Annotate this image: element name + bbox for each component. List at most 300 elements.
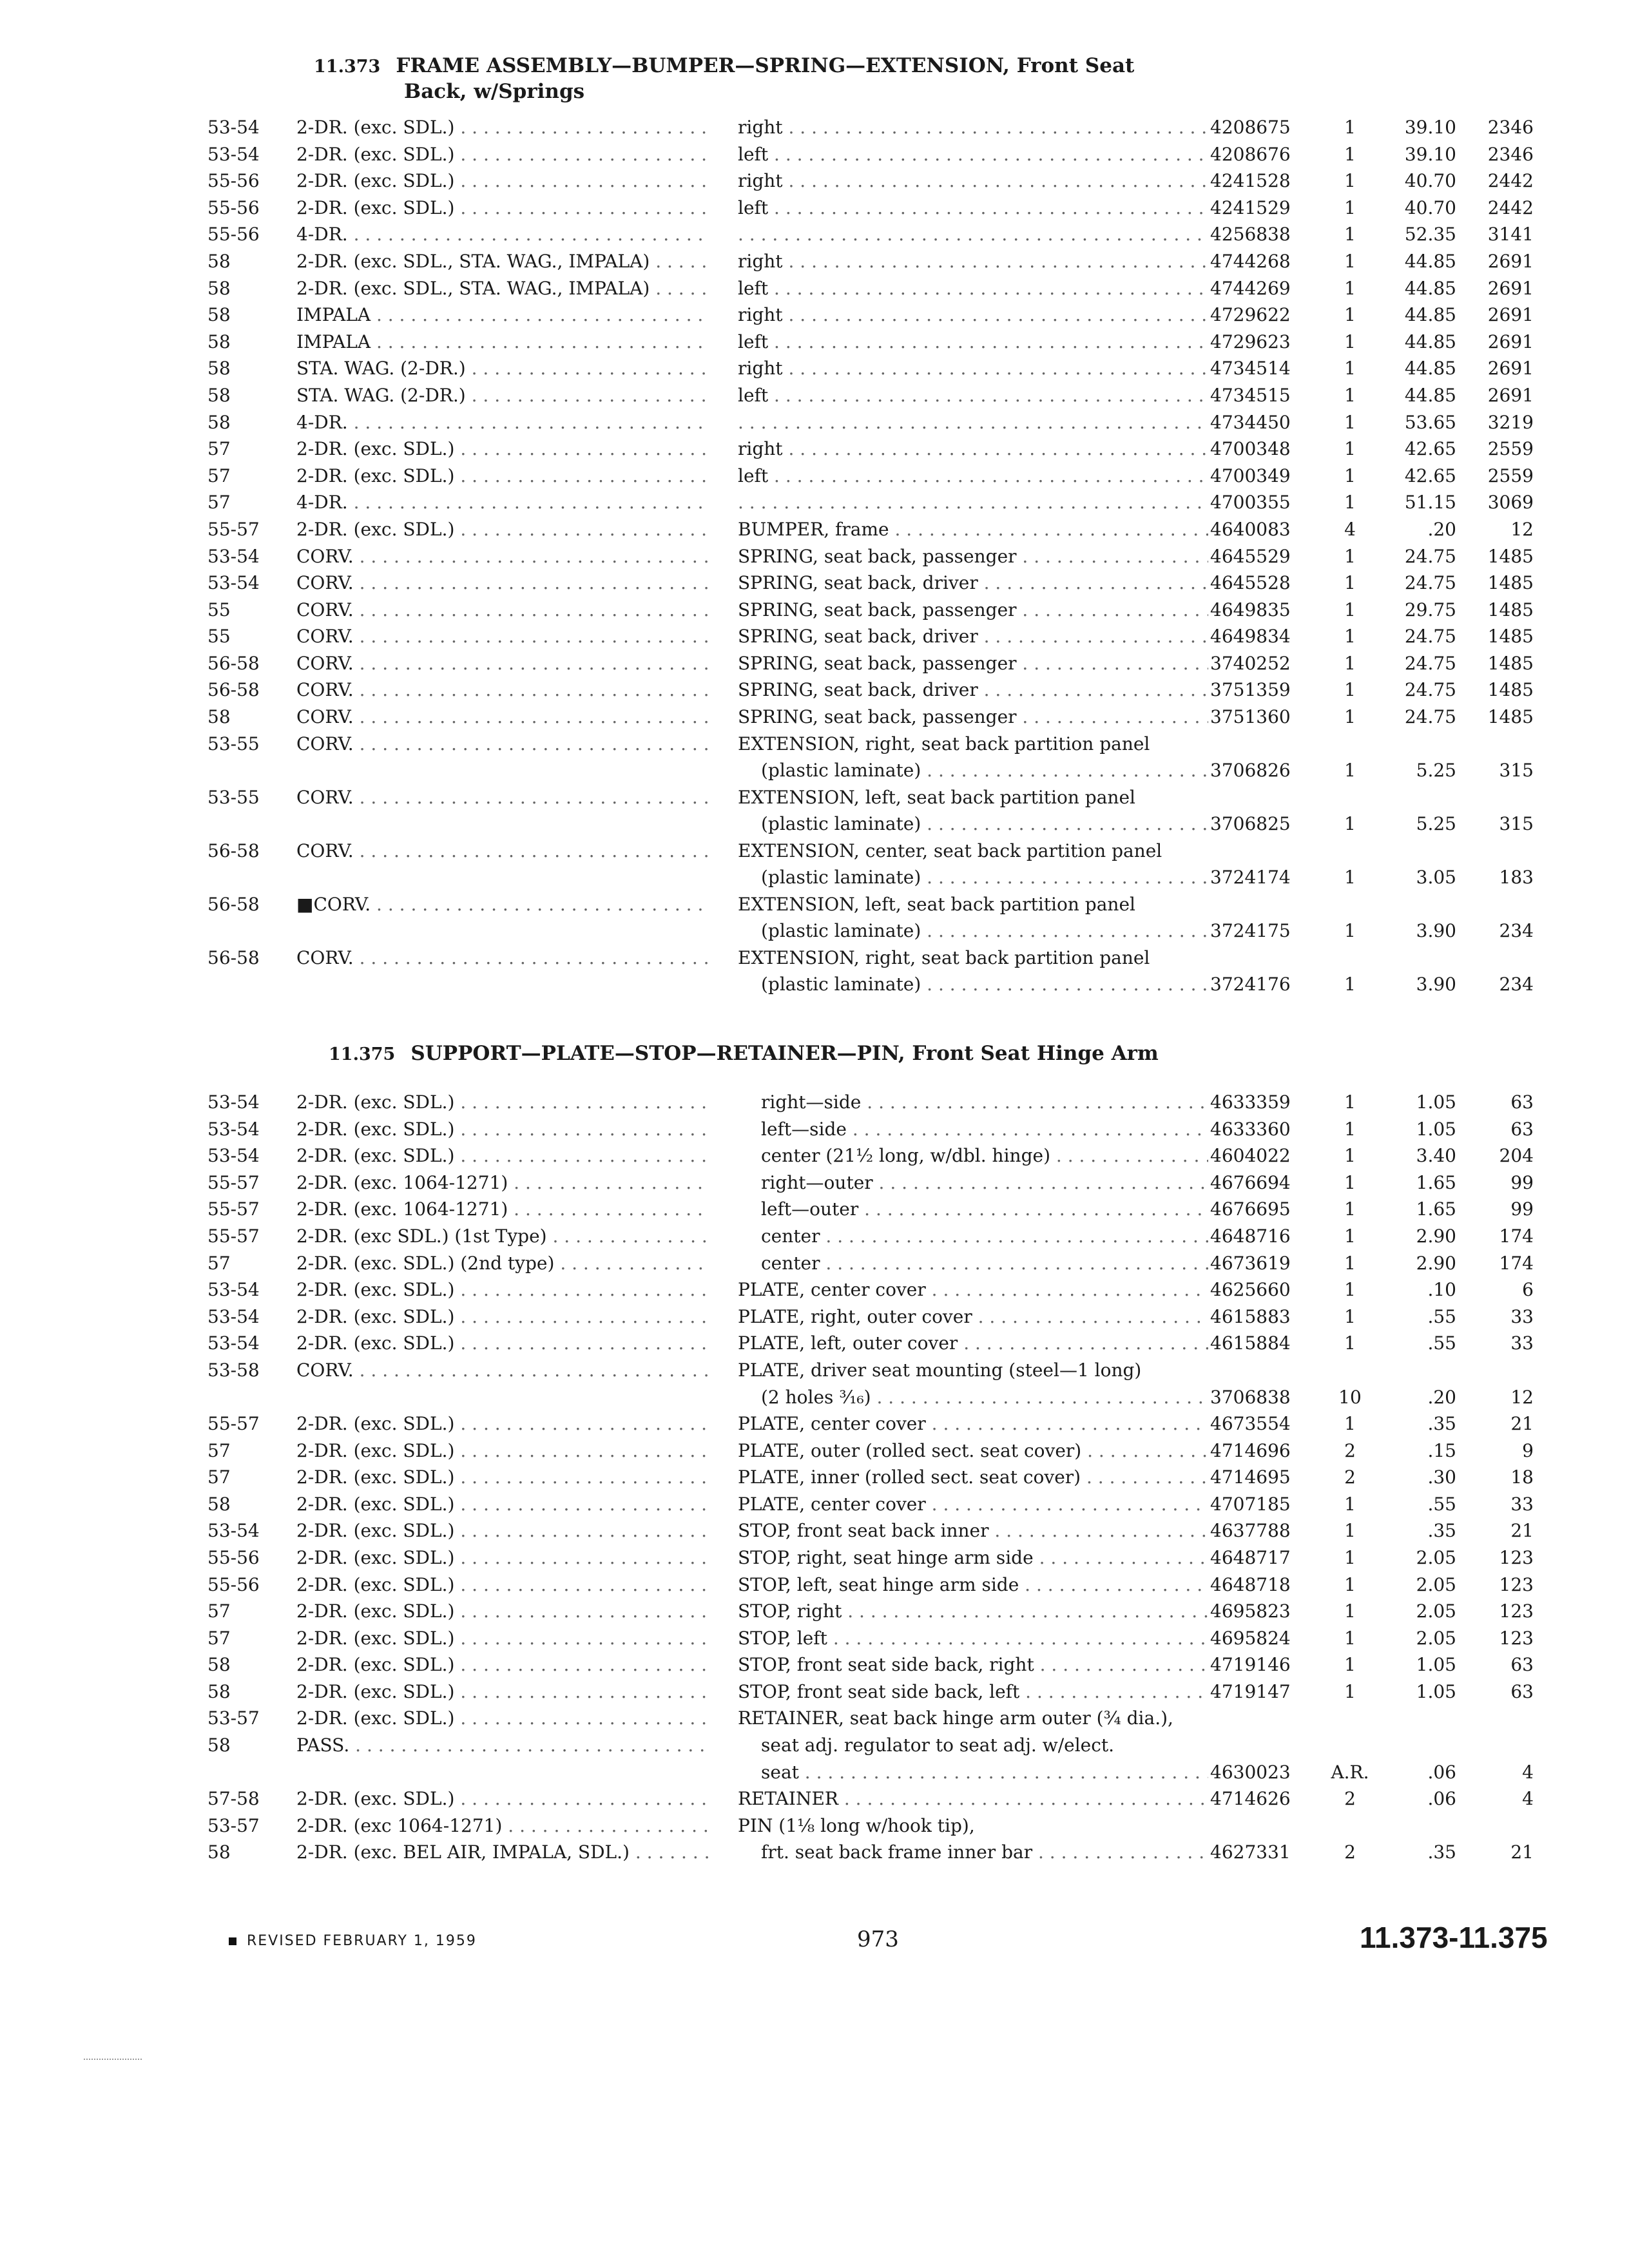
alt-price: 2442 — [1487, 197, 1534, 218]
description-line — [738, 489, 1208, 516]
quantity: 1 — [1344, 920, 1356, 942]
model-name: CORV. . . . — [296, 677, 709, 704]
model-year: 55-56 — [207, 170, 260, 192]
table-row — [0, 1142, 1629, 1169]
part-number: 4695823 — [1210, 1600, 1291, 1622]
table-row — [0, 355, 1629, 382]
table-row — [0, 1303, 1629, 1331]
table-row — [0, 195, 1629, 222]
model-name: STA. WAG. (2-DR.) . . . — [296, 382, 709, 409]
model-year: 55-56 — [207, 197, 260, 218]
section-number: 11.375 — [329, 1044, 396, 1064]
model-year: 55-57 — [207, 518, 260, 540]
part-description — [738, 409, 1208, 436]
parts-table-11-375 — [0, 1089, 1629, 1866]
quantity: 1 — [1344, 1654, 1356, 1676]
quantity: 1 — [1344, 652, 1356, 674]
quantity: 1 — [1344, 626, 1356, 648]
description-line: STOP, left, seat hinge arm side . . . — [738, 1571, 1208, 1599]
part-number: 4700355 — [1210, 492, 1291, 514]
part-description — [738, 1330, 1208, 1357]
description-line: PLATE, center cover . . . — [738, 1276, 1208, 1303]
alt-price: 1485 — [1487, 652, 1534, 674]
part-number: 3751360 — [1210, 706, 1291, 728]
description-line: center . . . — [738, 1223, 1208, 1250]
part-description — [738, 1571, 1208, 1599]
part-description — [738, 1544, 1208, 1571]
quantity: 1 — [1344, 117, 1356, 138]
table-row — [0, 382, 1629, 409]
list-price: 24.75 — [1404, 679, 1456, 701]
model-name: 2-DR. (exc. SDL.) . . . — [296, 1785, 709, 1812]
quantity: 1 — [1344, 143, 1356, 165]
description-line: right—outer . . . — [738, 1169, 1208, 1196]
description-line: STOP, front seat side back, left . . . — [738, 1678, 1208, 1706]
model-year: 58 — [207, 411, 231, 433]
table-row — [0, 784, 1629, 838]
part-description — [738, 570, 1208, 597]
table-row — [0, 945, 1629, 998]
alt-price: 99 — [1510, 1198, 1534, 1220]
part-number: 4208675 — [1210, 117, 1291, 138]
alt-price: 2346 — [1487, 117, 1534, 138]
table-row — [0, 221, 1629, 248]
part-number: 4719147 — [1210, 1680, 1291, 1702]
model-name: 2-DR. (exc. SDL.) . . . — [296, 1651, 709, 1678]
model-name: 2-DR. (exc. SDL.) . . . — [296, 1705, 709, 1732]
part-number: 4615883 — [1210, 1305, 1291, 1327]
quantity: 1 — [1344, 1332, 1356, 1354]
model-name: 4-DR. . . . — [296, 489, 709, 516]
table-row — [0, 1544, 1629, 1571]
model-year: 53-54 — [207, 1279, 260, 1301]
table-row — [0, 1705, 1629, 1732]
part-number: 4676694 — [1210, 1171, 1291, 1193]
description-line: right . . . — [738, 302, 1208, 329]
table-row — [0, 731, 1629, 784]
alt-price: 174 — [1499, 1225, 1534, 1247]
table-row — [0, 302, 1629, 329]
model-year: 57 — [207, 1439, 231, 1461]
table-row — [0, 489, 1629, 516]
part-description — [738, 1089, 1208, 1116]
revision-text: REVISED FEBRUARY 1, 1959 — [247, 1933, 477, 1949]
alt-price: 21 — [1510, 1412, 1534, 1434]
model-year: 58 — [207, 331, 231, 352]
quantity: 1 — [1344, 1225, 1356, 1247]
part-description — [738, 704, 1208, 731]
model-year: 57 — [207, 1600, 231, 1622]
part-description — [738, 597, 1208, 624]
description-continuation: (plastic laminate) . . . — [738, 811, 1208, 838]
alt-price: 123 — [1499, 1627, 1534, 1649]
part-description — [738, 731, 1208, 784]
quantity: 1 — [1344, 599, 1356, 620]
part-number: 4729622 — [1210, 304, 1291, 326]
part-description — [738, 1250, 1208, 1277]
description-line: PLATE, driver seat mounting (steel—1 long) — [738, 1359, 1142, 1381]
part-number: 4648718 — [1210, 1573, 1291, 1595]
alt-price: 4 — [1522, 1761, 1534, 1783]
alt-price: 12 — [1510, 1386, 1534, 1408]
description-line: right . . . — [738, 436, 1208, 463]
model-year: 53-54 — [207, 1520, 260, 1542]
model-year: 53-57 — [207, 1814, 260, 1836]
table-row — [0, 1169, 1629, 1196]
model-name: 2-DR. (exc. SDL.) . . . — [296, 516, 709, 543]
revision-note — [229, 1933, 477, 1949]
description-line: left . . . — [738, 463, 1208, 490]
part-number: 4695824 — [1210, 1627, 1291, 1649]
table-row — [0, 1276, 1629, 1303]
model-year: 53-54 — [207, 1145, 260, 1167]
part-description — [738, 1598, 1208, 1625]
part-description — [738, 329, 1208, 356]
description-line: STOP, left . . . — [738, 1625, 1208, 1652]
part-description — [738, 677, 1208, 704]
quantity: 1 — [1344, 197, 1356, 218]
description-line: SPRING, seat back, driver . . . — [738, 623, 1208, 650]
quantity: 1 — [1344, 1091, 1356, 1113]
model-name: 2-DR. (exc. SDL.) . . . — [296, 195, 709, 222]
model-year: 57 — [207, 465, 231, 486]
alt-price: 3141 — [1487, 224, 1534, 245]
model-name: CORV. . . . — [296, 784, 709, 811]
model-name: 2-DR. (exc. SDL.) . . . — [296, 1571, 709, 1599]
model-year: 57 — [207, 492, 231, 514]
quantity: 1 — [1344, 572, 1356, 594]
description-line: PLATE, center cover . . . — [738, 1491, 1208, 1518]
description-continuation: seat . . . — [738, 1759, 1208, 1786]
alt-price: 2691 — [1487, 250, 1534, 272]
description-line: SPRING, seat back, driver . . . — [738, 677, 1208, 704]
part-number: 3740252 — [1210, 652, 1291, 674]
description-line: EXTENSION, right, seat back partition panel — [738, 947, 1150, 968]
divider — [84, 2059, 142, 2060]
description-line: STOP, front seat back inner . . . — [738, 1517, 1208, 1544]
model-year: 58 — [207, 358, 231, 380]
model-name: IMPALA . . . — [296, 329, 709, 356]
quantity: 4 — [1344, 518, 1356, 540]
alt-price: 234 — [1499, 974, 1534, 995]
quantity: 1 — [1344, 492, 1356, 514]
table-row — [0, 543, 1629, 570]
model-name: CORV. . . . — [296, 731, 709, 758]
model-name: 2-DR. (exc. SDL.) . . . — [296, 1598, 709, 1625]
model-year: 55-57 — [207, 1171, 260, 1193]
table-row — [0, 1089, 1629, 1116]
model-name: CORV. . . . — [296, 570, 709, 597]
quantity: 1 — [1344, 1600, 1356, 1622]
table-row — [0, 1571, 1629, 1599]
alt-price: 21 — [1510, 1520, 1534, 1542]
table-row — [0, 1464, 1629, 1491]
model-name: 2-DR. (exc. SDL.) . . . — [296, 1544, 709, 1571]
model-name: 2-DR. (exc. SDL.) . . . — [296, 1303, 709, 1331]
part-number: 4627331 — [1210, 1841, 1291, 1863]
description-line: left—outer . . . — [738, 1196, 1208, 1223]
alt-price: 6 — [1522, 1279, 1534, 1301]
alt-price: 3069 — [1487, 492, 1534, 514]
description-line: STOP, right, seat hinge arm side . . . — [738, 1544, 1208, 1571]
alt-price: 2442 — [1487, 170, 1534, 192]
model-name: 2-DR. (exc. SDL.) . . . — [296, 1330, 709, 1357]
list-price: 24.75 — [1404, 626, 1456, 648]
model-name: 2-DR. (exc. SDL.) . . . — [296, 168, 709, 195]
model-name: 2-DR. (exc. SDL.) . . . — [296, 1491, 709, 1518]
page-number: 973 — [857, 1927, 899, 1952]
alt-price: 2691 — [1487, 358, 1534, 380]
description-line: right—side . . . — [738, 1089, 1208, 1116]
part-description — [738, 463, 1208, 490]
part-number: 4208676 — [1210, 143, 1291, 165]
list-price: 1.65 — [1416, 1198, 1456, 1220]
part-description — [738, 1464, 1208, 1491]
table-row — [0, 141, 1629, 168]
part-number: 4673554 — [1210, 1412, 1291, 1434]
table-row — [0, 597, 1629, 624]
model-name: 4-DR. . . . — [296, 409, 709, 436]
list-price: 24.75 — [1404, 706, 1456, 728]
part-number: 4645529 — [1210, 545, 1291, 567]
table-row — [0, 1330, 1629, 1357]
revision-bullet-icon — [229, 1937, 236, 1945]
quantity: 1 — [1344, 411, 1356, 433]
part-description — [738, 382, 1208, 409]
quantity: 1 — [1344, 545, 1356, 567]
description-line: EXTENSION, right, seat back partition panel — [738, 733, 1150, 754]
part-number: 3724174 — [1210, 867, 1291, 889]
list-price: 1.05 — [1416, 1680, 1456, 1702]
alt-price: 1485 — [1487, 572, 1534, 594]
quantity: 10 — [1338, 1386, 1362, 1408]
model-name: 2-DR. (exc 1064-1271) . . . — [296, 1812, 709, 1840]
part-description — [738, 1678, 1208, 1706]
part-description — [738, 1812, 1208, 1840]
quantity: 1 — [1344, 224, 1356, 245]
alt-price: 3219 — [1487, 411, 1534, 433]
alt-price: 21 — [1510, 1841, 1534, 1863]
list-price: 44.85 — [1404, 358, 1456, 380]
list-price: 40.70 — [1404, 170, 1456, 192]
list-price: 52.35 — [1404, 224, 1456, 245]
model-year: 53-54 — [207, 545, 260, 567]
table-row — [0, 1517, 1629, 1544]
alt-price: 183 — [1499, 867, 1534, 889]
alt-price: 1485 — [1487, 545, 1534, 567]
part-number: 4700348 — [1210, 438, 1291, 460]
list-price: 24.75 — [1404, 545, 1456, 567]
part-number: 4714696 — [1210, 1439, 1291, 1461]
alt-price: 63 — [1510, 1654, 1534, 1676]
part-number: 3706825 — [1210, 813, 1291, 835]
description-line: STOP, right . . . — [738, 1598, 1208, 1625]
model-name: 2-DR. (exc. SDL.) (2nd type) . . . — [296, 1250, 709, 1277]
part-description — [738, 489, 1208, 516]
description-line: right . . . — [738, 355, 1208, 382]
description-continuation: (plastic laminate) . . . — [738, 757, 1208, 784]
model-year: 56-58 — [207, 840, 260, 861]
model-name: 2-DR. (exc. SDL.) . . . — [296, 141, 709, 168]
table-row — [0, 570, 1629, 597]
description-line: BUMPER, frame . . . — [738, 516, 1208, 543]
alt-price: 2691 — [1487, 384, 1534, 406]
table-row — [0, 1732, 1629, 1785]
table-row — [0, 838, 1629, 891]
model-year: 56-58 — [207, 947, 260, 968]
description-line: EXTENSION, left, seat back partition panel — [738, 786, 1135, 808]
table-row — [0, 1678, 1629, 1706]
part-description — [738, 1651, 1208, 1678]
part-description — [738, 1410, 1208, 1437]
list-price: 2.05 — [1416, 1573, 1456, 1595]
description-line: SPRING, seat back, passenger . . . — [738, 597, 1208, 624]
quantity: 1 — [1344, 304, 1356, 326]
description-line: center . . . — [738, 1250, 1208, 1277]
model-year: 58 — [207, 277, 231, 299]
part-description — [738, 650, 1208, 677]
description-line: SPRING, seat back, passenger . . . — [738, 704, 1208, 731]
model-name: 2-DR. (exc. SDL.) . . . — [296, 1410, 709, 1437]
description-line: PLATE, right, outer cover . . . — [738, 1303, 1208, 1331]
description-line: PLATE, center cover . . . — [738, 1410, 1208, 1437]
alt-price: 2691 — [1487, 331, 1534, 352]
part-description — [738, 168, 1208, 195]
list-price: 44.85 — [1404, 250, 1456, 272]
list-price: .55 — [1427, 1493, 1456, 1515]
quantity: 1 — [1344, 1305, 1356, 1327]
part-description — [738, 1142, 1208, 1169]
description-continuation: (2 holes ³⁄₁₆) . . . — [738, 1384, 1208, 1411]
quantity: 1 — [1344, 1573, 1356, 1595]
section-number: 11.373 — [314, 57, 381, 77]
alt-price: 4 — [1522, 1788, 1534, 1810]
model-name: 2-DR. (exc. SDL.) . . . — [296, 1276, 709, 1303]
model-year: 58 — [207, 1680, 231, 1702]
part-description — [738, 784, 1208, 838]
part-number: 4648717 — [1210, 1546, 1291, 1568]
table-row — [0, 436, 1629, 463]
description-line: left . . . — [738, 382, 1208, 409]
model-name: 2-DR. (exc. 1064-1271) . . . — [296, 1169, 709, 1196]
description-line: right . . . — [738, 114, 1208, 141]
model-name: 2-DR. (exc. 1064-1271) . . . — [296, 1196, 709, 1223]
quantity: 2 — [1344, 1439, 1356, 1461]
part-description — [738, 1839, 1208, 1866]
description-line: SPRING, seat back, passenger . . . — [738, 650, 1208, 677]
model-year: 55-56 — [207, 224, 260, 245]
section-heading-11-373 — [314, 53, 1135, 103]
alt-price: 123 — [1499, 1600, 1534, 1622]
table-row — [0, 1196, 1629, 1223]
list-price: .20 — [1427, 518, 1456, 540]
part-description — [738, 1196, 1208, 1223]
part-description — [738, 838, 1208, 891]
alt-price: 2559 — [1487, 438, 1534, 460]
quantity: 1 — [1344, 1279, 1356, 1301]
list-price: 1.65 — [1416, 1171, 1456, 1193]
list-price: 39.10 — [1404, 117, 1456, 138]
model-year: 55-56 — [207, 1546, 260, 1568]
description-line: right . . . — [738, 168, 1208, 195]
quantity: 1 — [1344, 438, 1356, 460]
model-name: 2-DR. (exc. SDL.) . . . — [296, 1142, 709, 1169]
alt-price: 1485 — [1487, 626, 1534, 648]
alt-price: 1485 — [1487, 599, 1534, 620]
model-year: 53-54 — [207, 117, 260, 138]
part-number: 4744269 — [1210, 277, 1291, 299]
part-number: 3751359 — [1210, 679, 1291, 701]
table-row — [0, 1116, 1629, 1143]
description-line: left . . . — [738, 195, 1208, 222]
description-line: frt. seat back frame inner bar . . . — [738, 1839, 1208, 1866]
description-line: PLATE, left, outer cover . . . — [738, 1330, 1208, 1357]
description-line: left . . . — [738, 141, 1208, 168]
quantity: A.R. — [1331, 1761, 1369, 1783]
part-number: 4734514 — [1210, 358, 1291, 380]
part-number: 4256838 — [1210, 224, 1291, 245]
description-line: left . . . — [738, 329, 1208, 356]
model-year: 55 — [207, 626, 231, 648]
description-line: PLATE, outer (rolled sect. seat cover) . . . — [738, 1437, 1208, 1465]
model-name: 2-DR. (exc. SDL.) . . . — [296, 1437, 709, 1465]
quantity: 1 — [1344, 706, 1356, 728]
table-row — [0, 463, 1629, 490]
part-number: 4241529 — [1210, 197, 1291, 218]
part-description — [738, 543, 1208, 570]
quantity: 1 — [1344, 867, 1356, 889]
model-year: 53-58 — [207, 1359, 260, 1381]
list-price: .10 — [1427, 1279, 1456, 1301]
model-year: 53-54 — [207, 572, 260, 594]
list-price: 44.85 — [1404, 304, 1456, 326]
table-row — [0, 114, 1629, 141]
part-number: 4241528 — [1210, 170, 1291, 192]
section-title: FRAME ASSEMBLY—BUMPER—SPRING—EXTENSION, Front Seat — [396, 54, 1135, 77]
alt-price: 204 — [1499, 1145, 1534, 1167]
part-description — [738, 436, 1208, 463]
list-price: 51.15 — [1404, 492, 1456, 514]
quantity: 1 — [1344, 331, 1356, 352]
model-name: 2-DR. (exc. SDL., STA. WAG., IMPALA) . . . — [296, 248, 709, 275]
part-number: 4744268 — [1210, 250, 1291, 272]
description-line: SPRING, seat back, passenger . . . — [738, 543, 1208, 570]
quantity: 1 — [1344, 974, 1356, 995]
model-name: 2-DR. (exc. BEL AIR, IMPALA, SDL.) . . . — [296, 1839, 709, 1866]
list-price: 24.75 — [1404, 572, 1456, 594]
quantity: 1 — [1344, 1627, 1356, 1649]
table-row — [0, 1357, 1629, 1410]
quantity: 1 — [1344, 277, 1356, 299]
table-row — [0, 1785, 1629, 1812]
model-year: 58 — [207, 1841, 231, 1863]
part-description — [738, 1169, 1208, 1196]
model-year: 55-57 — [207, 1225, 260, 1247]
list-price: .06 — [1427, 1788, 1456, 1810]
alt-price: 2691 — [1487, 304, 1534, 326]
quantity: 1 — [1344, 1680, 1356, 1702]
model-year: 58 — [207, 384, 231, 406]
part-description — [738, 114, 1208, 141]
table-row — [0, 248, 1629, 275]
table-row — [0, 275, 1629, 302]
model-name: CORV. . . . — [296, 623, 709, 650]
list-price: 2.05 — [1416, 1600, 1456, 1622]
part-description — [738, 302, 1208, 329]
list-price: .30 — [1427, 1466, 1456, 1488]
model-name: STA. WAG. (2-DR.) . . . — [296, 355, 709, 382]
model-name: CORV. . . . — [296, 650, 709, 677]
